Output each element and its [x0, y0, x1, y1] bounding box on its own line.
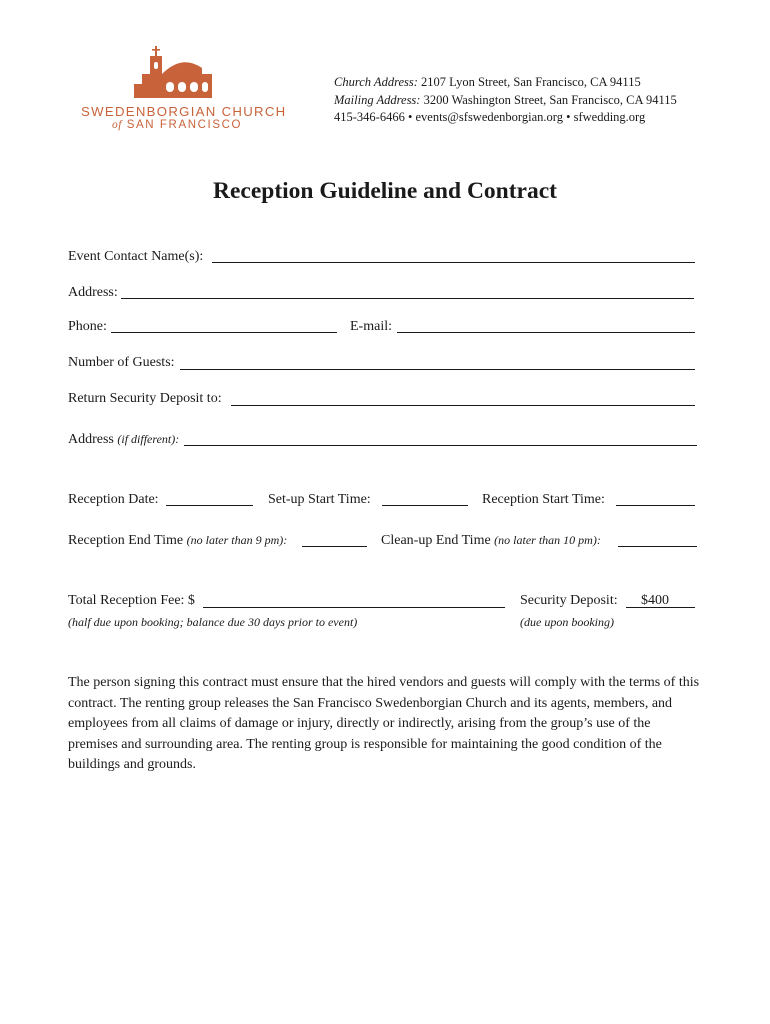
mailing-address-line: Mailing Address: 3200 Washington Street, San Francisco, CA 94115 [334, 93, 677, 107]
security-deposit-note: (due upon booking) [520, 615, 614, 629]
security-deposit-label: Security Deposit: [520, 593, 618, 608]
email-field[interactable] [397, 332, 695, 333]
guests-label: Number of Guests: [68, 355, 175, 370]
alt-address-label: Address (if different): [68, 432, 180, 447]
reception-start-field[interactable] [616, 505, 695, 506]
logo-church-city: of SAN FRANCISCO [111, 119, 243, 131]
cleanup-end-field[interactable] [618, 546, 697, 547]
phone-field[interactable] [111, 332, 337, 333]
contact-line: 415-346-6466 • events@sfswedenborgian.org • sfwedding.org [334, 110, 646, 124]
total-fee-field[interactable] [203, 607, 505, 608]
reception-end-field[interactable] [302, 546, 367, 547]
phone-label: Phone: [68, 319, 107, 334]
event-contact-label: Event Contact Name(s): [68, 249, 204, 264]
terms-paragraph: The person signing this contract must ensure that the hired vendors and guests will comply with the terms of this contract. The renting group releases the San Francisco Swedenborgian Church and its agents, members, and employees from all claims of damage or injury, directly or indirectly, arising from the group’s use of the premises and surrounding area. The renting group is responsible for maintaining the good condition of the buildings and grounds. [68, 675, 700, 773]
website: sfwedding.org [573, 110, 646, 124]
setup-start-field[interactable] [382, 505, 468, 506]
guests-field[interactable] [180, 369, 695, 370]
logo-church-name: SWEDENBORGIAN CHURCH [81, 104, 287, 119]
email-address: events@sfswedenborgian.org [415, 110, 563, 124]
reception-start-label: Reception Start Time: [482, 492, 605, 507]
alt-address-field[interactable] [184, 445, 697, 446]
phone-number: 415-346-6466 [334, 110, 405, 124]
page-title: Reception Guideline and Contract [212, 178, 557, 204]
reception-date-label: Reception Date: [68, 492, 159, 507]
email-label: E-mail: [350, 319, 392, 334]
church-address-line: Church Address: 2107 Lyon Street, San Francisco, CA 94115 [334, 75, 641, 89]
reception-date-field[interactable] [166, 505, 253, 506]
address-label: Address: [68, 285, 118, 300]
return-deposit-label: Return Security Deposit to: [68, 391, 222, 406]
total-fee-label: Total Reception Fee: $ [68, 593, 195, 608]
return-deposit-field[interactable] [231, 405, 695, 406]
reception-end-label: Reception End Time (no later than 9 pm): [68, 533, 288, 548]
address-field[interactable] [121, 298, 694, 299]
total-fee-note: (half due upon booking; balance due 30 days prior to event) [68, 615, 358, 629]
setup-start-label: Set-up Start Time: [268, 492, 371, 507]
security-deposit-value: $400 [641, 593, 669, 608]
cleanup-end-label: Clean-up End Time (no later than 10 pm): [381, 533, 601, 548]
event-contact-field[interactable] [212, 262, 695, 263]
